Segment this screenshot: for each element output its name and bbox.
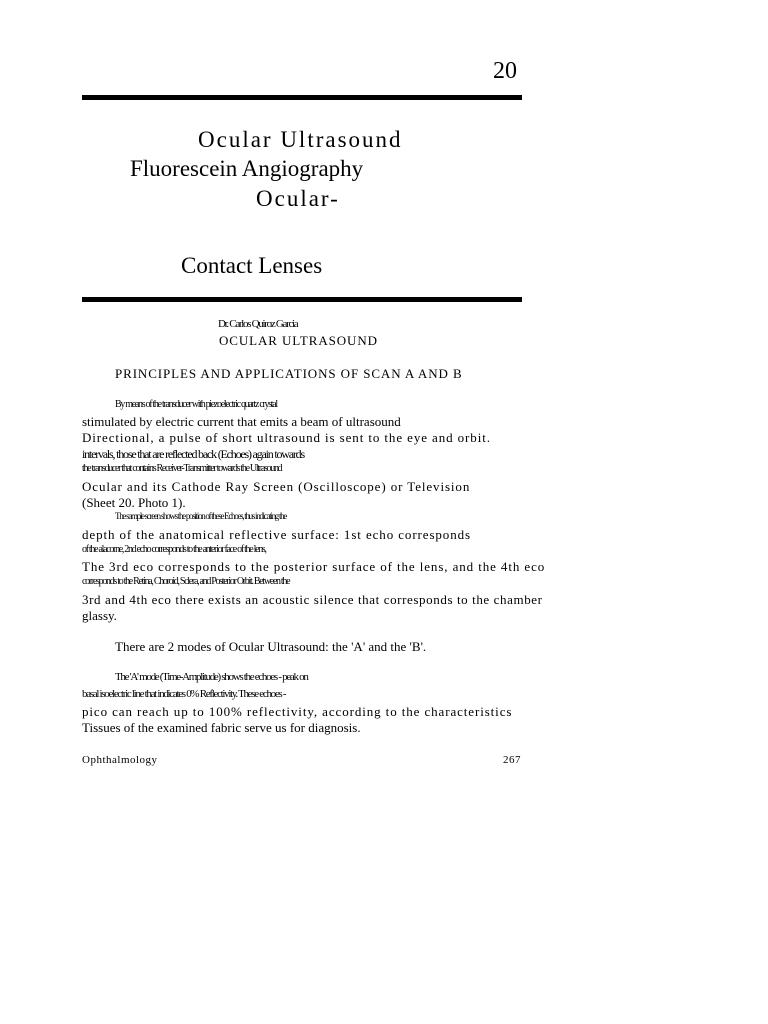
body-line: By means of the transducer with piezoelectric quartz crystal — [115, 399, 277, 410]
title-line-3: Ocular- — [256, 186, 340, 211]
title-line-4: Contact Lenses — [181, 253, 323, 278]
title-line-2: Fluorescein Angiography — [130, 156, 364, 181]
body-line: of the alacorne, 2nd echo corresponds to the anterior face of the lens, — [82, 544, 266, 555]
body-line: glassy. — [82, 608, 117, 623]
author: Dr. Carlos Quiroz Garcia — [218, 318, 298, 330]
body-line: basal isoelectric line that indicates 0% Reflectivity. These echoes - — [82, 688, 286, 700]
title-line-1: Ocular Ultrasound — [198, 127, 403, 152]
body-line: The sample screen shows the position of these Echoes, thus indicating the — [115, 511, 287, 521]
body-line: depth of the anatomical reflective surface: 1st echo corresponds — [82, 527, 471, 542]
body-line: Directional, a pulse of short ultrasound is sent to the eye and orbit. — [82, 430, 491, 445]
subsection-title: PRINCIPLES AND APPLICATIONS OF SCAN A AND B — [115, 366, 463, 381]
bottom-rule — [82, 297, 522, 302]
chapter-number: 20 — [493, 58, 517, 84]
body-line: There are 2 modes of Ocular Ultrasound: the 'A' and the 'B'. — [115, 639, 427, 654]
body-line: Ocular and its Cathode Ray Screen (Oscilloscope) or Television — [82, 479, 471, 494]
body-line: stimulated by electric current that emits a beam of ultrasound — [82, 414, 401, 429]
body-line: intervals, those that are reflected back (Echoes) again towards — [82, 447, 304, 461]
footer-page-number: 267 — [503, 754, 521, 766]
body-line: (Sheet 20. Photo 1). — [82, 495, 186, 510]
body-line: corresponds to the Retina, Choroid, Sclera, and Posterior Orbit. Between the — [82, 576, 290, 587]
body-line: The 'A' mode (Time-Amplitude) shows the echoes - peak on — [115, 671, 308, 683]
section-title: OCULAR ULTRASOUND — [219, 333, 378, 348]
top-rule — [82, 95, 522, 100]
body-line: The 3rd eco corresponds to the posterior surface of the lens, and the 4th eco — [82, 559, 546, 574]
body-line: pico can reach up to 100% reflectivity, according to the characteristics — [82, 704, 513, 719]
body-line: the transducer that contains Receiver-Transmitter towards the Ultrasound — [82, 463, 282, 474]
body-line: 3rd and 4th eco there exists an acoustic silence that corresponds to the chamber — [82, 592, 543, 607]
footer-journal: Ophthalmology — [82, 754, 158, 766]
body-line: Tissues of the examined fabric serve us for diagnosis. — [82, 720, 361, 735]
